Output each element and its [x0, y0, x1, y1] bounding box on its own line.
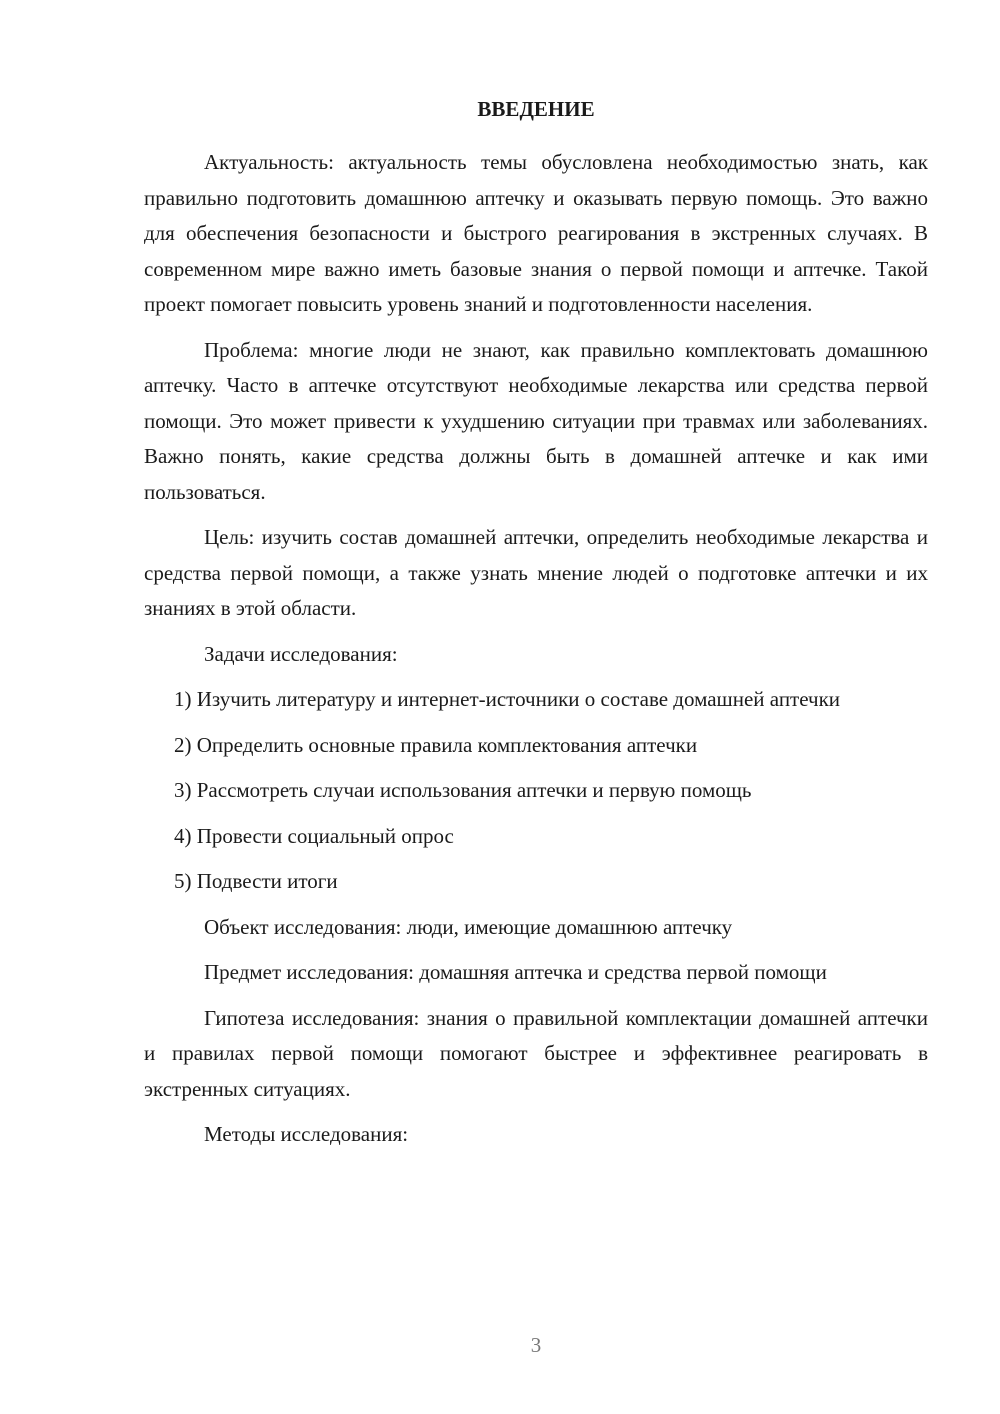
page-title: ВВЕДЕНИЕ [477, 97, 595, 121]
paragraph-goal: Цель: изучить состав домашней аптечки, определить необходимые лекарства и средства первой помощи, а также узнать мнение людей о подготовке аптечки и их знаниях в этой области. [144, 525, 928, 620]
paragraph-problem: Проблема: многие люди не знают, как правильно комплектовать домашнюю аптечку. Часто в аптечке отсутствуют необходимые лекарства или средства первой помощи. Это может привести к ухудшению ситуации при травмах или заболеваниях. Важно понять, какие средства должны быть в домашней аптечке и как ими пользоваться. [144, 337, 928, 504]
page-number: 3 [530, 1333, 542, 1357]
task-item-2: 2) Определить основные правила комплектования аптечки [174, 732, 698, 757]
task-item-4: 4) Провести социальный опрос [174, 823, 454, 848]
paragraph-object: Объект исследования: люди, имеющие домашнюю аптечку [204, 914, 733, 939]
document-page [144, 92, 928, 1163]
paragraph-methods: Методы исследования: [204, 1122, 409, 1146]
paragraph-subject: Предмет исследования: домашняя аптечка и средства первой помощи [204, 960, 827, 984]
paragraph-hypothesis: Гипотеза исследования: знания о правильной комплектации домашней аптечки и правилах первой помощи помогают быстрее и эффективнее реагировать в экстренных ситуациях. [144, 1005, 928, 1101]
task-item-1: 1) Изучить литературу и интернет-источники о составе домашней аптечки [174, 687, 841, 711]
paragraph-relevance: Актуальность: актуальность темы обусловлена необходимостью знать, как правильно подготовить домашнюю аптечку и оказывать первую помощь. Это важно для обеспечения безопасности и быстрого реагирования в экстренных случаях. В современном мире важно иметь базовые знания о первой помощи и аптечке. Такой проект помогает повысить уровень знаний и подготовленности населения. [144, 150, 928, 316]
task-item-3: 3) Рассмотреть случаи использования аптечки и первую помощь [174, 778, 752, 802]
paragraph-tasks-heading: Задачи исследования: [204, 641, 398, 666]
task-item-5: 5) Подвести итоги [174, 869, 338, 893]
